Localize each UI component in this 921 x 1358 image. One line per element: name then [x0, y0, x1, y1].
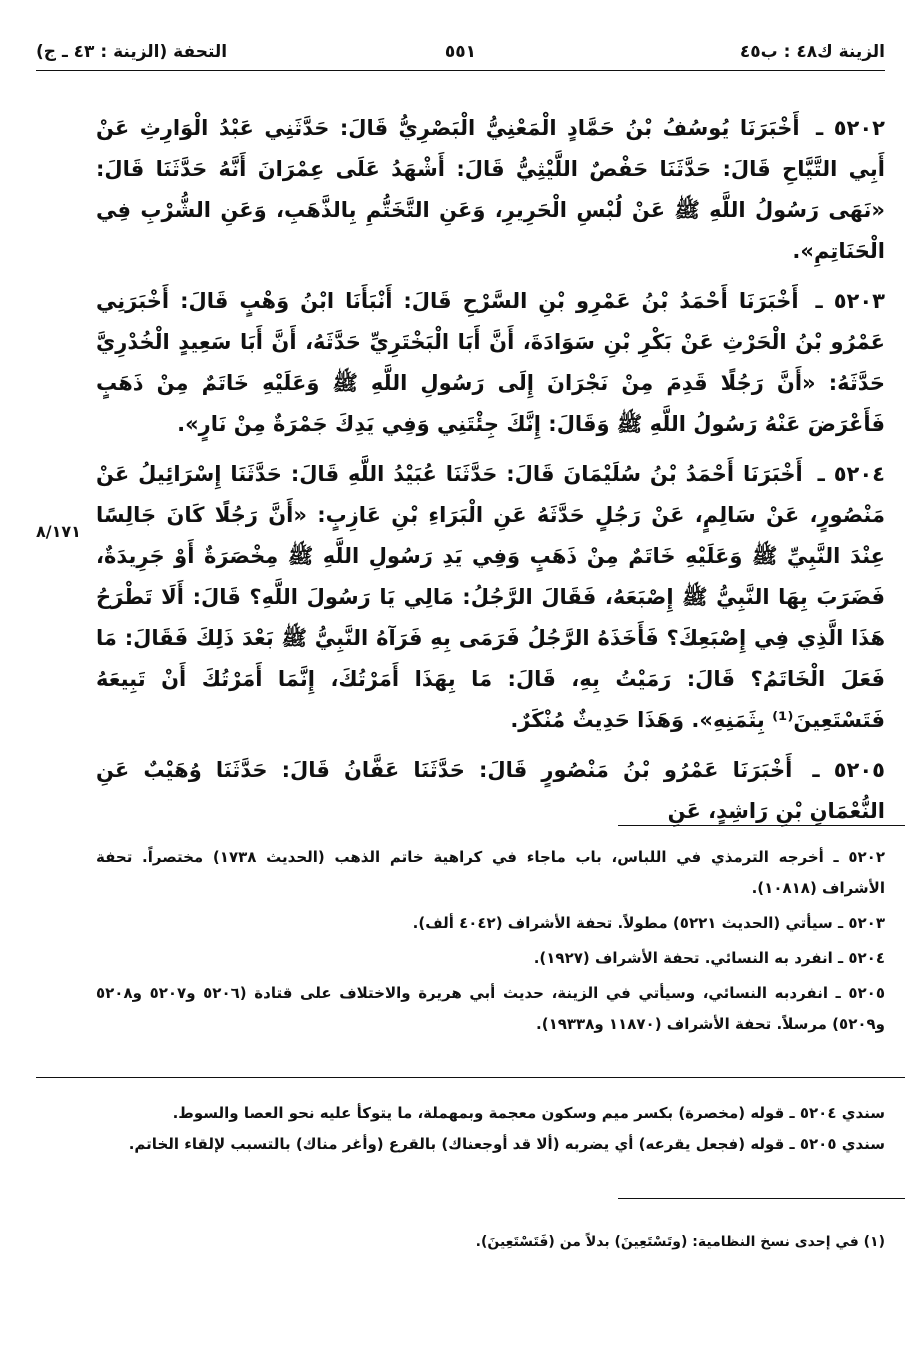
margin-reference: ٨/١٧١ [36, 522, 81, 541]
hadith-text: أَخْبَرَنَا يُوسُفُ بْنُ حَمَّادٍ الْمَعْنِيُّ الْبَصْرِيُّ قَالَ: حَدَّثَنِي عَبْدُ الْوَارِثِ عَنْ أَبِي التَّيَّاحِ قَالَ: حَدَّثَنَا حَفْصٌ اللَّيْثِيُّ قَالَ: أَشْهَدُ عَلَى عِمْرَانَ أَنَّهُ حَدَّثَنَا قَالَ: «نَهَى رَسُولُ اللَّهِ ﷺ عَنْ لُبْسِ الْحَرِيرِ، وَعَنِ التَّخَتُّمِ بِالذَّهَبِ، وَعَنِ الشُّرْبِ فِي الْحَنَاتِمِ». [96, 116, 885, 263]
divider-footnote [618, 1198, 905, 1199]
page-header [36, 40, 885, 71]
hadith-5205 [96, 750, 885, 832]
takhrij-5203: ٥٢٠٣ ـ سيأتي (الحديث ٥٢٢١) مطولاً. تحفة الأشراف (٤٠٤٢ ألف). [412, 914, 885, 932]
main-text [96, 108, 885, 841]
hadith-number: ٥٢٠٥ ـ [812, 758, 885, 782]
sindi-5205: سندي ٥٢٠٥ ـ قوله (فجعل يقرعه) أي يضربه (ألا قد أوجعناك) بالقرع (وأغر مناك) بالتسبب لإلقاء الخاتم. [128, 1135, 885, 1153]
hadith-number: ٥٢٠٤ ـ [817, 462, 885, 486]
takhrij-notes [96, 842, 885, 1044]
hadith-text: أَخْبَرَنَا عَمْرُو بْنُ مَنْصُورٍ قَالَ: حَدَّثَنَا عَفَّانُ قَالَ: حَدَّثَنَا وُهَيْبٌ عَنِ النُّعْمَانِ بْنِ رَاشِدٍ، عَنِ [96, 758, 885, 823]
hadith-5202 [96, 108, 885, 272]
hadith-5203 [96, 281, 885, 445]
hadith-text: أَخْبَرَنَا أَحْمَدُ بْنُ سُلَيْمَانَ قَالَ: حَدَّثَنَا عُبَيْدُ اللَّهِ قَالَ: حَدَّثَنَا إِسْرَائِيلُ عَنْ مَنْصُورٍ، عَنْ سَالِمٍ، عَنْ رَجُلٍ حَدَّثَهُ عَنِ الْبَرَاءِ بْنِ عَازِبٍ: «أَنَّ رَجُلًا كَانَ جَالِسًا عِنْدَ النَّبِيِّ ﷺ وَعَلَيْهِ خَاتَمٌ مِنْ ذَهَبٍ وَفِي يَدِ رَسُولِ اللَّهِ ﷺ مِخْصَرَةٌ أَوْ جَرِيدَةٌ، فَضَرَبَ بِهَا النَّبِيُّ ﷺ إِصْبَعَهُ، فَقَالَ الرَّجُلُ: مَالِي يَا رَسُولَ اللَّهِ؟ قَالَ: أَلَا تَطْرَحُ هَذَا الَّذِي فِي إِصْبَعِكَ؟ فَأَخَذَهُ الرَّجُلُ فَرَمَى بِهِ فَرَآهُ النَّبِيُّ ﷺ بَعْدَ ذَلِكَ فَقَالَ: مَا فَعَلَ الْخَاتَمُ؟ قَالَ: رَمَيْتُ بِهِ، قَالَ: مَا بِهَذَا أَمَرْتُكَ، إِنَّمَا أَمَرْتُكَ أَنْ تَبِيعَهُ فَتَسْتَعِينَ⁽¹⁾ بِثَمَنِهِ». وَهَذَا حَدِيثٌ مُنْكَرٌ. [96, 462, 885, 732]
header-chapter-ref: الزينة ك٤٨ : ب٤٥ [739, 42, 885, 62]
takhrij-5205: ٥٢٠٥ ـ انفردبه النسائي، وسيأتي في الزينة، حديث أبي هريرة والاختلاف على قتادة (٥٢٠٦ و٥٢٠٧ و٥٢٠٨ و٥٢٠٩) مرسلاً. تحفة الأشراف (١١٨٧٠ و١٩٣٣٨). [96, 984, 885, 1033]
hadith-number: ٥٢٠٣ ـ [815, 289, 885, 313]
takhrij-5202: ٥٢٠٢ ـ أخرجه الترمذي في اللباس، باب ماجاء في كراهية خاتم الذهب (الحديث ١٧٣٨) مختصراً. تحفة الأشراف (١٠٨١٨). [96, 848, 885, 897]
hadith-number: ٥٢٠٢ ـ [816, 116, 885, 140]
hadith-5204 [96, 454, 885, 741]
divider-takhrij [618, 825, 905, 826]
hadith-text: أَخْبَرَنَا أَحْمَدُ بْنُ عَمْرِو بْنِ السَّرْحِ قَالَ: أَنْبَأَنَا ابْنُ وَهْبٍ قَالَ: أَخْبَرَنِي عَمْرُو بْنُ الْحَرْثِ عَنْ بَكْرِ بْنِ سَوَادَةَ، أَنَّ أَبَا الْبَخْتَرِيِّ حَدَّثَهُ، أَنَّ أَبَا سَعِيدٍ الْخُدْرِيَّ حَدَّثَهُ: «أَنَّ رَجُلًا قَدِمَ مِنْ نَجْرَانَ إِلَى رَسُولِ اللَّهِ ﷺ وَعَلَيْهِ خَاتَمٌ مِنْ ذَهَبٍ فَأَعْرَضَ عَنْهُ رَسُولُ اللَّهِ ﷺ وَقَالَ: إِنَّكَ جِئْتَنِي وَفِي يَدِكَ جَمْرَةٌ مِنْ نَارٍ». [96, 289, 885, 436]
footnote-1: (١) في إحدى نسخ النظامية: (وتَسْتَعِينَ) بدلاً من (فَتَسْتَعِينَ). [475, 1234, 885, 1250]
sindi-5204: سندي ٥٢٠٤ ـ قوله (مخصرة) بكسر ميم وسكون معجمة وبمهملة، ما يتوكأ عليه نحو العصا والسوط. [172, 1104, 885, 1122]
header-tuhfa-ref: التحفة (الزينة : ٤٣ ـ ج) [36, 42, 228, 62]
divider-sindi [36, 1077, 905, 1078]
takhrij-5204: ٥٢٠٤ ـ انفرد به النسائي. تحفة الأشراف (١٩٢٧). [533, 949, 885, 967]
footnotes [96, 1228, 885, 1256]
page-number: ٥٥١ [444, 42, 477, 62]
sindi-commentary [96, 1098, 885, 1160]
